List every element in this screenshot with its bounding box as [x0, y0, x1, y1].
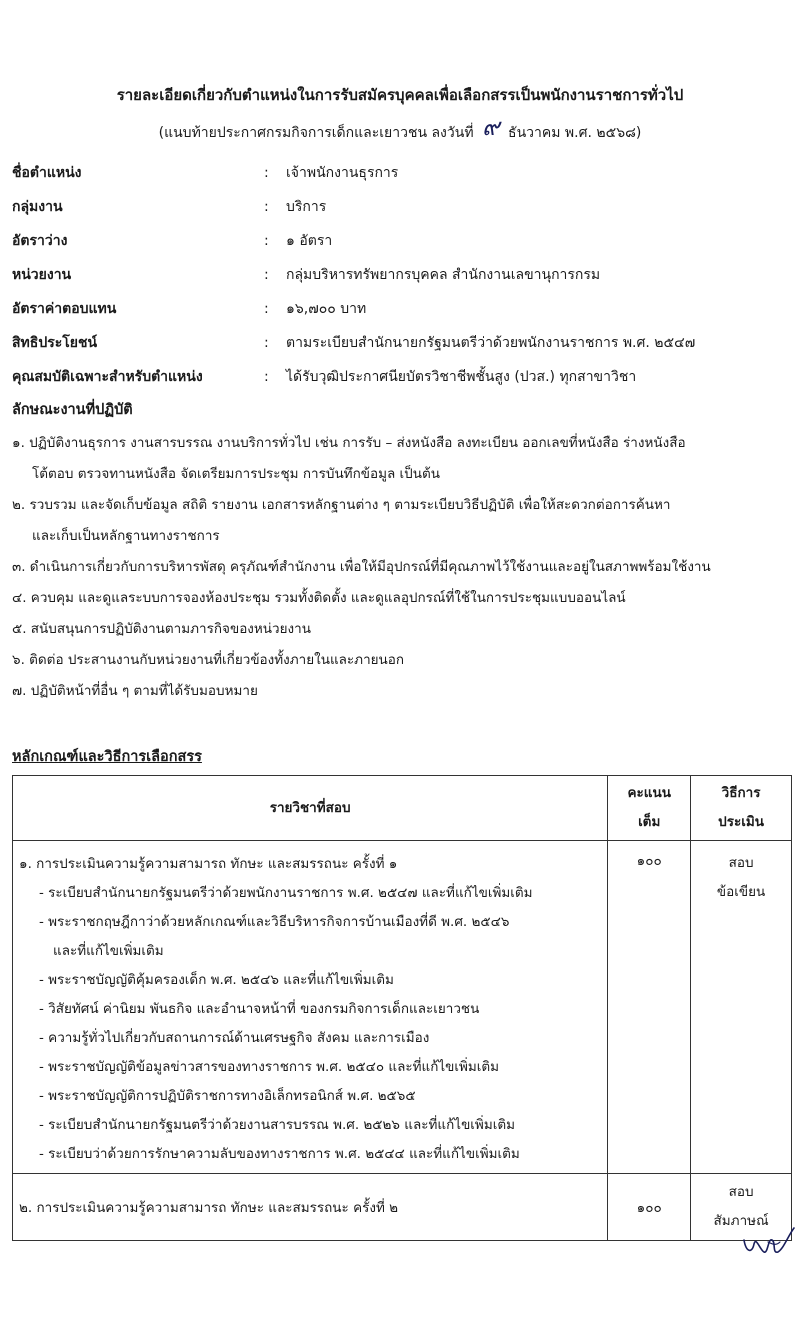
info-label: อัตราค่าตอบแทน — [12, 301, 117, 317]
duty-item — [12, 583, 790, 614]
subtitle-suffix: ธันวาคม พ.ศ. ๒๕๖๘) — [508, 125, 642, 141]
duty-item — [12, 614, 790, 645]
table-row — [13, 1174, 792, 1241]
exam-topic: - ระเบียบสำนักนายกรัฐมนตรีว่าด้วยพนักงานราชการ พ.ศ. ๒๕๔๗ และที่แก้ไขเพิ่มเติม — [39, 885, 533, 901]
duty-item — [12, 645, 790, 676]
info-colon: : — [264, 233, 269, 249]
info-value: ได้รับวุฒิประกาศนียบัตรวิชาชีพชั้นสูง (ปวส.) ทุกสาขาวิชา — [286, 369, 637, 385]
header-score-line: คะแนน — [627, 785, 671, 801]
section1-title: ๑. การประเมินความรู้ความสามารถ ทักษะ และสมรรถนะ ครั้งที่ ๑ — [19, 856, 398, 872]
header-method-line: ประเมิน — [718, 814, 764, 830]
exam-topic: - วิสัยทัศน์ ค่านิยม พันธกิจ และอำนาจหน้าที่ ของกรมกิจการเด็กและเยาวชน — [39, 1001, 480, 1017]
header-subject: รายวิชาที่สอบ — [13, 776, 608, 841]
info-value: ตามระเบียบสำนักนายกรัฐมนตรีว่าด้วยพนักงานราชการ พ.ศ. ๒๕๔๗ — [286, 335, 696, 351]
duty-text: ๖. ติดต่อ ประสานงานกับหน่วยงานที่เกี่ยวข้องทั้งภายในและภายนอก — [12, 652, 405, 668]
header-method — [691, 776, 792, 841]
info-colon: : — [264, 335, 269, 351]
initials-signature — [738, 1222, 796, 1264]
info-colon: : — [264, 199, 269, 215]
duty-item — [12, 552, 790, 583]
table-row — [13, 841, 792, 1174]
criteria-heading: หลักเกณฑ์และวิธีการเลือกสรร — [12, 749, 202, 765]
header-method-line: วิธีการ — [721, 785, 761, 801]
info-row — [12, 224, 792, 258]
duty-text: ๑. ปฏิบัติงานธุรการ งานสารบรรณ งานบริการทั่วไป เช่น การรับ – ส่งหนังสือ ลงทะเบียน ออกเลขที่หนังสือ ร่างหนังสือ — [12, 435, 686, 451]
section2-subject: ๒. การประเมินความรู้ความสามารถ ทักษะ และสมรรถนะ ครั้งที่ ๒ — [13, 1174, 608, 1241]
duty-text: ๓. ดำเนินการเกี่ยวกับการบริหารพัสดุ ครุภัณฑ์สำนักงาน เพื่อให้มีอุปกรณ์ที่มีคุณภาพไว้ใช้งานและอยู่ในสภาพพร้อมใช้งาน — [12, 559, 711, 575]
info-label: สิทธิประโยชน์ — [12, 335, 98, 351]
info-colon: : — [264, 267, 269, 283]
info-label: กลุ่มงาน — [12, 199, 63, 215]
method-line: สัมภาษณ์ — [713, 1213, 769, 1229]
duties-list — [12, 428, 790, 707]
info-row — [12, 258, 792, 292]
section1-subject-cell — [13, 841, 608, 1174]
exam-topic-text-cont: และที่แก้ไขเพิ่มเติม — [53, 943, 164, 959]
info-row — [12, 360, 792, 394]
exam-topic-text: - พระราชกฤษฎีกาว่าด้วยหลักเกณฑ์และวิธีบริหารกิจการบ้านเมืองที่ดี พ.ศ. ๒๕๔๖ — [39, 914, 510, 930]
header-score — [608, 776, 691, 841]
info-row — [12, 156, 792, 190]
info-value: ๑๖,๗๐๐ บาท — [286, 301, 367, 317]
method-line: สอบ — [728, 1184, 754, 1200]
duty-text-cont: และเก็บเป็นหลักฐานทางราชการ — [32, 528, 220, 544]
info-colon: : — [264, 369, 269, 385]
info-row — [12, 190, 792, 224]
header-score-line: เต็ม — [638, 814, 661, 830]
duties-heading: ลักษณะงานที่ปฏิบัติ — [12, 402, 133, 418]
info-colon: : — [264, 301, 269, 317]
exam-topic: - พระราชบัญญัติข้อมูลข่าวสารของทางราชการ พ.ศ. ๒๕๔๐ และที่แก้ไขเพิ่มเติม — [39, 1059, 500, 1075]
info-label: อัตราว่าง — [12, 233, 68, 249]
table-header-row — [13, 776, 792, 841]
info-row — [12, 326, 792, 360]
method-line: ข้อเขียน — [716, 884, 766, 900]
handwritten-day: ๙ — [482, 113, 500, 141]
document-subtitle — [0, 113, 800, 144]
exam-topic: - ระเบียบว่าด้วยการรักษาความลับของทางราชการ พ.ศ. ๒๕๔๔ และที่แก้ไขเพิ่มเติม — [39, 1146, 520, 1162]
duty-text: ๒. รวบรวม และจัดเก็บข้อมูล สถิติ รายงาน เอกสารหลักฐานต่าง ๆ ตามระเบียบวิธีปฏิบัติ เพื่อให้สะดวกต่อการค้นหา — [12, 497, 671, 513]
info-label: หน่วยงาน — [12, 267, 72, 283]
section1-score: ๑๐๐ — [608, 841, 691, 1174]
subtitle-prefix: (แนบท้ายประกาศกรมกิจการเด็กและเยาวชน ลงวันที่ — [158, 125, 474, 141]
info-value: ๑ อัตรา — [286, 233, 333, 249]
info-label: คุณสมบัติเฉพาะสำหรับตำแหน่ง — [12, 369, 203, 385]
position-info — [12, 156, 792, 394]
exam-topic — [19, 908, 601, 966]
section2-score: ๑๐๐ — [608, 1174, 691, 1241]
exam-topic: - ความรู้ทั่วไปเกี่ยวกับสถานการณ์ด้านเศรษฐกิจ สังคม และการเมือง — [39, 1030, 430, 1046]
exam-topic: - ระเบียบสำนักนายกรัฐมนตรีว่าด้วยงานสารบรรณ พ.ศ. ๒๕๒๖ และที่แก้ไขเพิ่มเติม — [39, 1117, 515, 1133]
method-line: สอบ — [728, 855, 754, 871]
duty-text: ๔. ควบคุม และดูแลระบบการจองห้องประชุม รวมทั้งติดตั้ง และดูแลอุปกรณ์ที่ใช้ในการประชุมแบบออนไลน์ — [12, 590, 626, 606]
info-value: บริการ — [286, 199, 327, 215]
info-label: ชื่อตำแหน่ง — [12, 165, 82, 181]
duty-item — [12, 428, 790, 490]
duty-item — [12, 676, 790, 707]
exam-table — [12, 775, 792, 1241]
document-title: รายละเอียดเกี่ยวกับตำแหน่งในการรับสมัครบุคคลเพื่อเลือกสรรเป็นพนักงานราชการทั่วไป — [116, 86, 684, 104]
duty-text-cont: โต้ตอบ ตรวจทานหนังสือ จัดเตรียมการประชุม การบันทึกข้อมูล เป็นต้น — [32, 466, 440, 482]
section1-method — [691, 841, 792, 1174]
info-value: กลุ่มบริหารทรัพยากรบุคคล สำนักงานเลขานุการกรม — [286, 267, 601, 283]
exam-topic: - พระราชบัญญัติคุ้มครองเด็ก พ.ศ. ๒๕๔๖ และที่แก้ไขเพิ่มเติม — [39, 972, 394, 988]
duty-text: ๗. ปฏิบัติหน้าที่อื่น ๆ ตามที่ได้รับมอบหมาย — [12, 683, 258, 699]
duty-item — [12, 490, 790, 552]
exam-topic: - พระราชบัญญัติการปฏิบัติราชการทางอิเล็กทรอนิกส์ พ.ศ. ๒๕๖๕ — [39, 1088, 416, 1104]
duty-text: ๕. สนับสนุนการปฏิบัติงานตามภารกิจของหน่วยงาน — [12, 621, 311, 637]
info-colon: : — [264, 165, 269, 181]
info-value: เจ้าพนักงานธุรการ — [286, 165, 399, 181]
info-row — [12, 292, 792, 326]
